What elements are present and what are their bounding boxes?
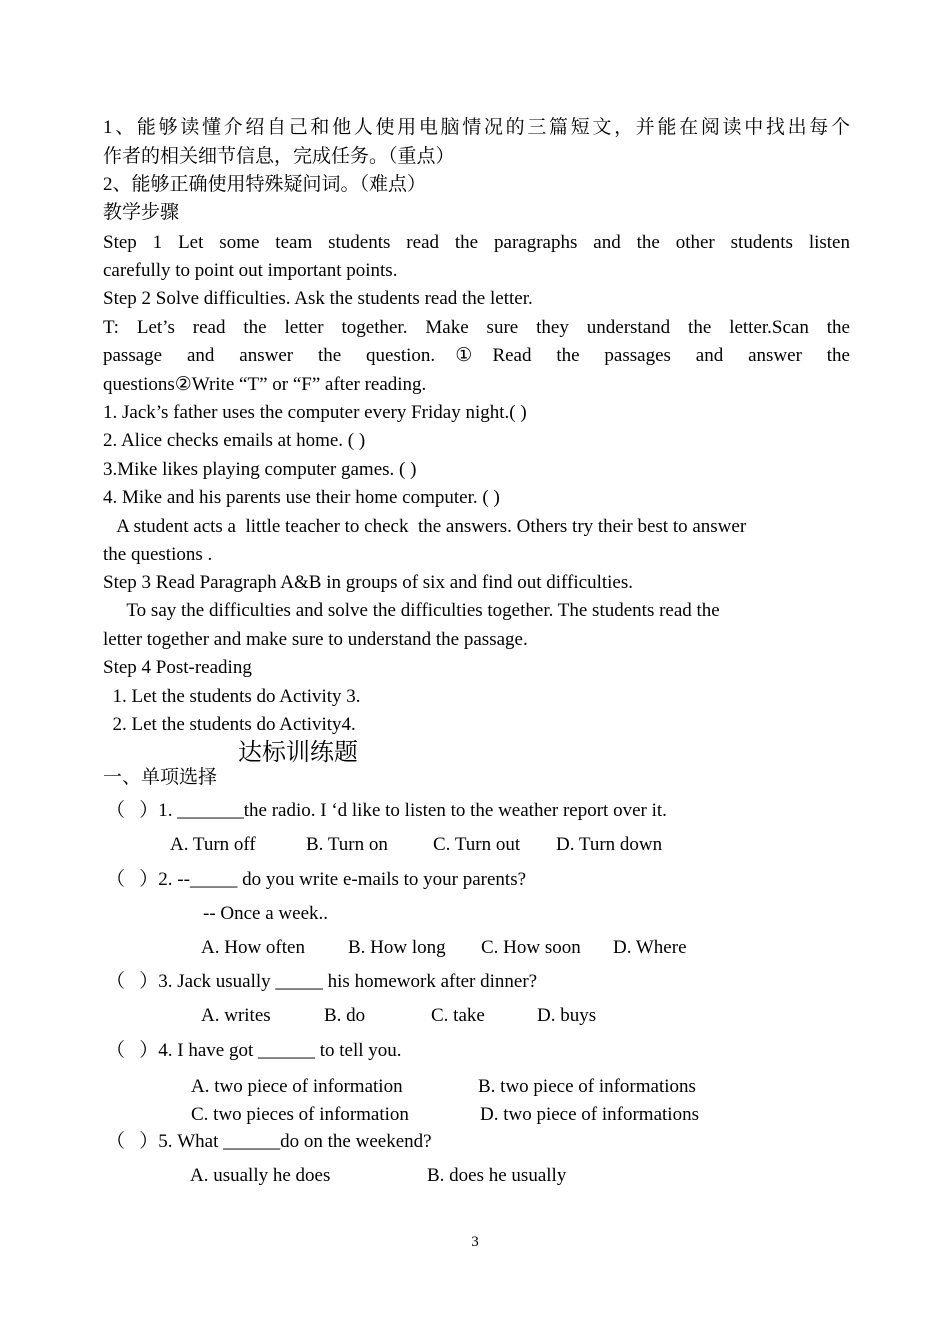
objective-1-line-1: 1、能够读懂介绍自己和他人使用电脑情况的三篇短文，并能在阅读中找出每个 [103, 117, 850, 138]
step3-line-1: Step 3 Read Paragraph A&B in groups of six and find out difficulties. [103, 572, 633, 593]
question-1-option-c: C. Turn out [433, 834, 521, 855]
question-4-option-b: B. two piece of informations [478, 1076, 696, 1097]
question-3-stem: （ ）3. Jack usually _____ his homework after dinner? [106, 971, 538, 992]
question-2-option-c: C. How soon [481, 937, 581, 958]
question-4-stem: （ ）4. I have got ______ to tell you. [106, 1040, 402, 1061]
question-5-stem: （ ）5. What ______do on the weekend? [106, 1131, 432, 1152]
tf-item-4: 4. Mike and his parents use their home computer. ( ) [103, 487, 500, 508]
check-line-2: the questions . [103, 544, 213, 565]
step4-item-1: 1. Let the students do Activity 3. [103, 686, 361, 707]
page-number: 3 [471, 1234, 479, 1250]
question-4-option-d: D. two piece of informations [480, 1104, 699, 1125]
question-4-option-c: C. two pieces of information [191, 1104, 409, 1125]
question-4-option-a: A. two piece of information [191, 1076, 403, 1097]
question-5-option-a: A. usually he does [190, 1165, 331, 1186]
objective-2: 2、能够正确使用特殊疑问词。（难点） [103, 174, 427, 195]
step3-line-3: letter together and make sure to understand the passage. [103, 629, 528, 650]
question-2-option-a: A. How often [201, 937, 305, 958]
tf-item-1: 1. Jack’s father uses the computer every Friday night.( ) [103, 402, 527, 423]
question-1-stem: （ ）1. _______the radio. I ‘d like to listen to the weather report over it. [106, 800, 667, 821]
step3-line-2: To say the difficulties and solve the difficulties together. The students read the [103, 600, 720, 621]
question-5-option-b: B. does he usually [427, 1165, 567, 1186]
section1-heading: 一、单项选择 [103, 767, 218, 788]
question-2-option-b: B. How long [348, 937, 446, 958]
exercise-title: 达标训练题 [238, 740, 358, 766]
question-3-option-c: C. take [431, 1005, 485, 1026]
step2-line-2: T: Let’s read the letter together. Make sure they understand the letter.Scan the [103, 317, 850, 338]
tf-item-3: 3.Mike likes playing computer games. ( ) [103, 459, 417, 480]
step4-item-2: 2. Let the students do Activity4. [103, 714, 356, 735]
step2-line-1: Step 2 Solve difficulties. Ask the students read the letter. [103, 288, 533, 309]
check-line-1: A student acts a little teacher to check the answers. Others try their best to answer [103, 516, 747, 537]
step4-heading: Step 4 Post-reading [103, 657, 252, 678]
steps-heading: 教学步骤 [103, 202, 180, 223]
question-2-reply: -- Once a week.. [203, 903, 329, 924]
question-2-stem: （ ）2. --_____ do you write e-mails to your parents? [106, 869, 527, 890]
question-1-option-b: B. Turn on [306, 834, 388, 855]
step1-line-1: Step 1 Let some team students read the paragraphs and the other students listen [103, 232, 850, 253]
tf-item-2: 2. Alice checks emails at home. ( ) [103, 430, 366, 451]
step2-line-3: passage and answer the question.①Read the passages and answer the [103, 345, 850, 366]
question-3-option-a: A. writes [201, 1005, 271, 1026]
step1-line-2: carefully to point out important points. [103, 260, 398, 281]
question-1-option-d: D. Turn down [556, 834, 663, 855]
objective-1-line-2: 作者的相关细节信息，完成任务。（重点） [103, 146, 455, 167]
step2-line-4: questions②Write “T” or “F” after reading. [103, 374, 427, 395]
question-1-option-a: A. Turn off [170, 834, 256, 855]
question-3-option-d: D. buys [537, 1005, 597, 1026]
question-2-option-d: D. Where [613, 937, 687, 958]
question-3-option-b: B. do [324, 1005, 366, 1026]
